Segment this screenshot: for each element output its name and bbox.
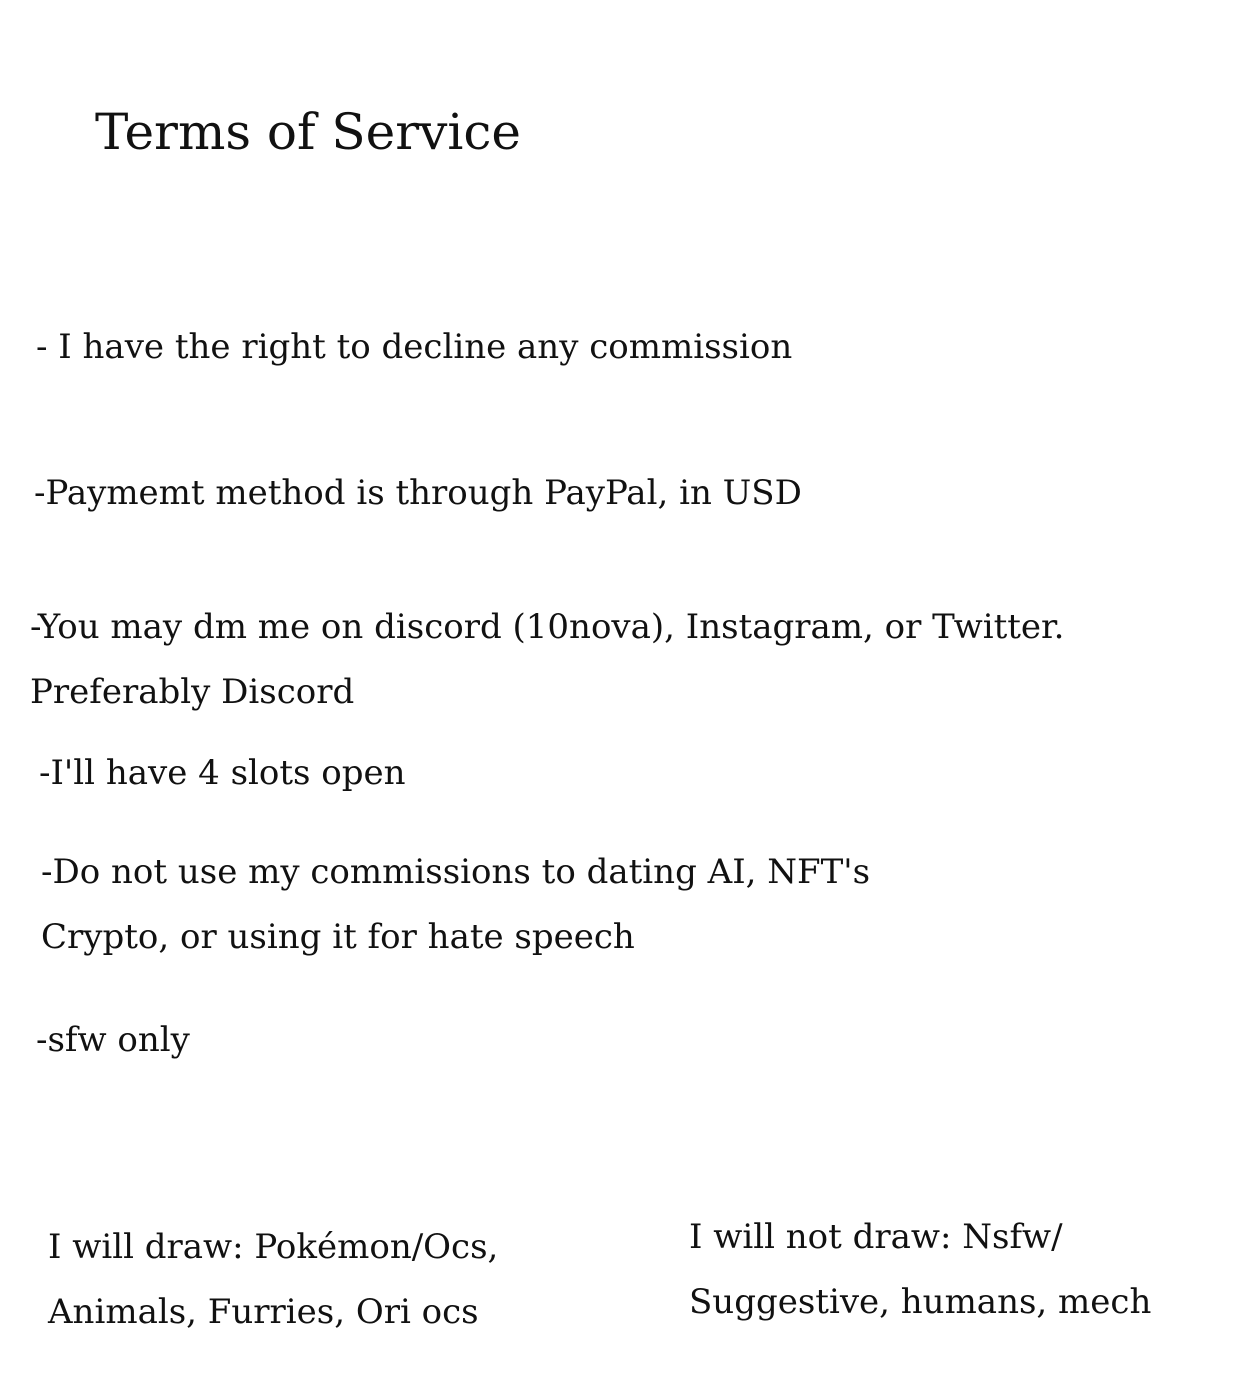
term-contact [30,595,1064,725]
will-draw-line2: Animals, Furries, Ori ocs [48,1292,479,1332]
will-not-draw-list [689,1205,1151,1335]
page-title: Terms of Service [95,103,522,161]
term-sfw-only: -sfw only [36,1020,190,1060]
will-not-draw-line1: I will not draw: Nsfw/ [689,1217,1063,1257]
term-usage-line1: -Do not use my commissions to dating AI, NFT's [41,852,871,892]
will-not-draw-line2: Suggestive, humans, mech [689,1282,1152,1322]
term-usage-line2: Crypto, or using it for hate speech [41,917,635,957]
term-slots: -I'll have 4 slots open [39,753,406,793]
term-contact-line1: -You may dm me on discord (10nova), Instagram, or Twitter. [30,607,1065,647]
will-draw-list [48,1215,498,1345]
term-contact-line2: Preferably Discord [30,672,355,712]
term-decline-commission: - I have the right to decline any commission [36,327,793,367]
will-draw-line1: I will draw: Pokémon/Ocs, [48,1227,499,1267]
term-payment-method: -Paymemt method is through PayPal, in USD [34,473,802,513]
term-usage-restrictions [41,840,870,970]
